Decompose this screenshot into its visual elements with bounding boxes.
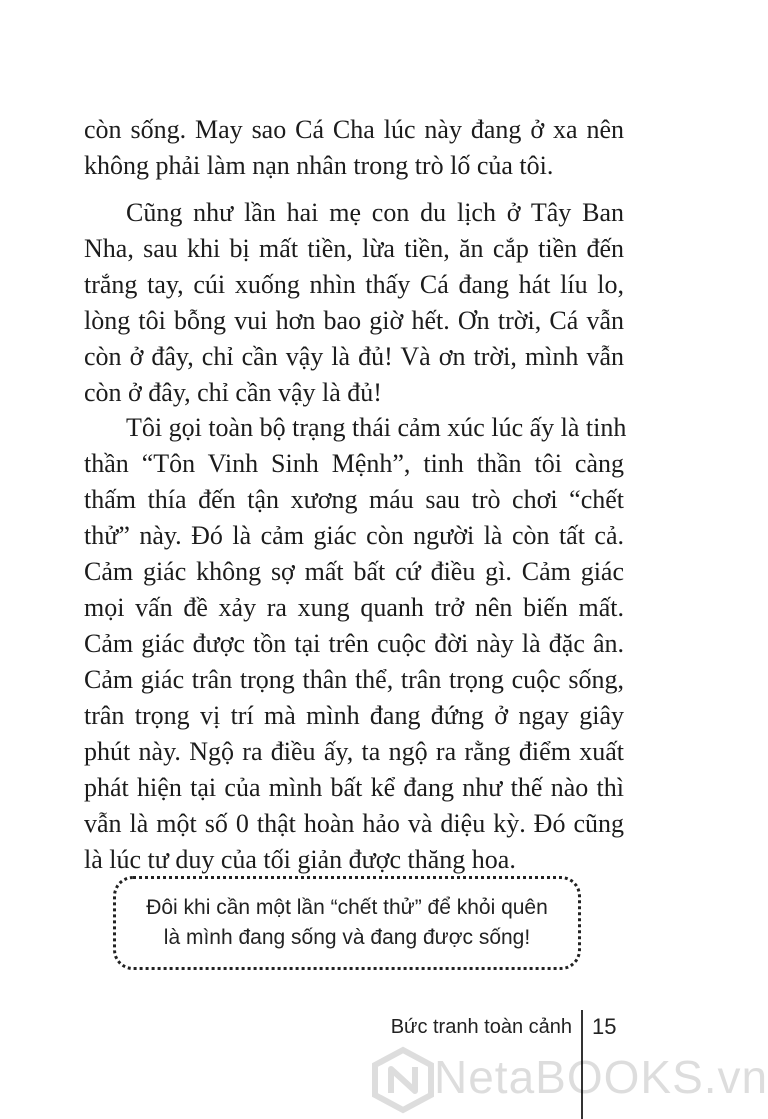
page-number: 15 [592,1014,617,1039]
text-line: còn sống. May sao Cá Cha lúc này đang ở xa nên [84,115,624,144]
text-line: thần “Tôn Vinh Sinh Mệnh”, tinh thần tôi càng [84,449,624,478]
text-line: trân trọng vị trí mà mình đang đứng ở ngay giây [84,701,624,730]
text-line: còn ở đây, chỉ cần vậy là đủ! Và ơn trời, mình vẫn [84,342,624,371]
text-line: phát hiện tại của mình bất kể đang như thế nào thì [84,773,624,802]
paragraph-3 [84,410,627,878]
text-line: mọi vấn đề xảy ra xung quanh trở nên biến mất. [84,593,624,622]
text-line: không phải làm nạn nhân trong trò lố của tôi. [84,151,554,180]
text-line: thử” này. Đó là cảm giác còn người là còn tất cả. [84,521,624,550]
paragraph-1 [84,112,624,184]
text-line: phút này. Ngộ ra điều ấy, ta ngộ ra rằng điểm xuất [84,737,624,766]
footer-divider [581,1010,583,1119]
quote-callout-box [113,876,581,970]
text-line: còn ở đây, chỉ cần vậy là đủ! [84,378,382,407]
running-footer-title: Bức tranh toàn cảnh [390,1016,572,1038]
watermark-text: NetaBOOKS.vn [434,1051,768,1103]
text-line: Cảm giác không sợ mất bất cứ điều gì. Cảm giác [84,557,624,586]
callout-line-2: là mình đang sống và đang được sống! [163,926,531,949]
text-line: Cảm giác được tồn tại trên cuộc đời này là đặc ân. [84,629,624,658]
text-line: là lúc tư duy của tối giản được thăng hoa. [84,845,516,874]
text-line: Cũng như lần hai mẹ con du lịch ở Tây Ban [126,198,624,227]
netabooks-logo-icon [370,1047,436,1113]
text-line: lòng tôi bỗng vui hơn bao giờ hết. Ơn trời, Cá vẫn [84,306,624,335]
text-line: Cảm giác trân trọng thân thể, trân trọng cuộc sống, [84,665,624,694]
text-line: thấm thía đến tận xương máu sau trò chơi “chết [84,485,624,514]
text-line: Nha, sau khi bị mất tiền, lừa tiền, ăn cắp tiền đến [84,234,624,263]
paragraph-2 [84,195,624,411]
callout-line-1: Đôi khi cần một lần “chết thử” để khỏi quên [146,896,548,919]
text-line: vẫn là một số 0 thật hoàn hảo và diệu kỳ. Đó cũng [84,809,624,838]
text-line: Tôi gọi toàn bộ trạng thái cảm xúc lúc ấy là tinh [126,413,627,442]
watermark [370,1045,768,1113]
text-line: trắng tay, cúi xuống nhìn thấy Cá đang hát líu lo, [84,270,624,299]
